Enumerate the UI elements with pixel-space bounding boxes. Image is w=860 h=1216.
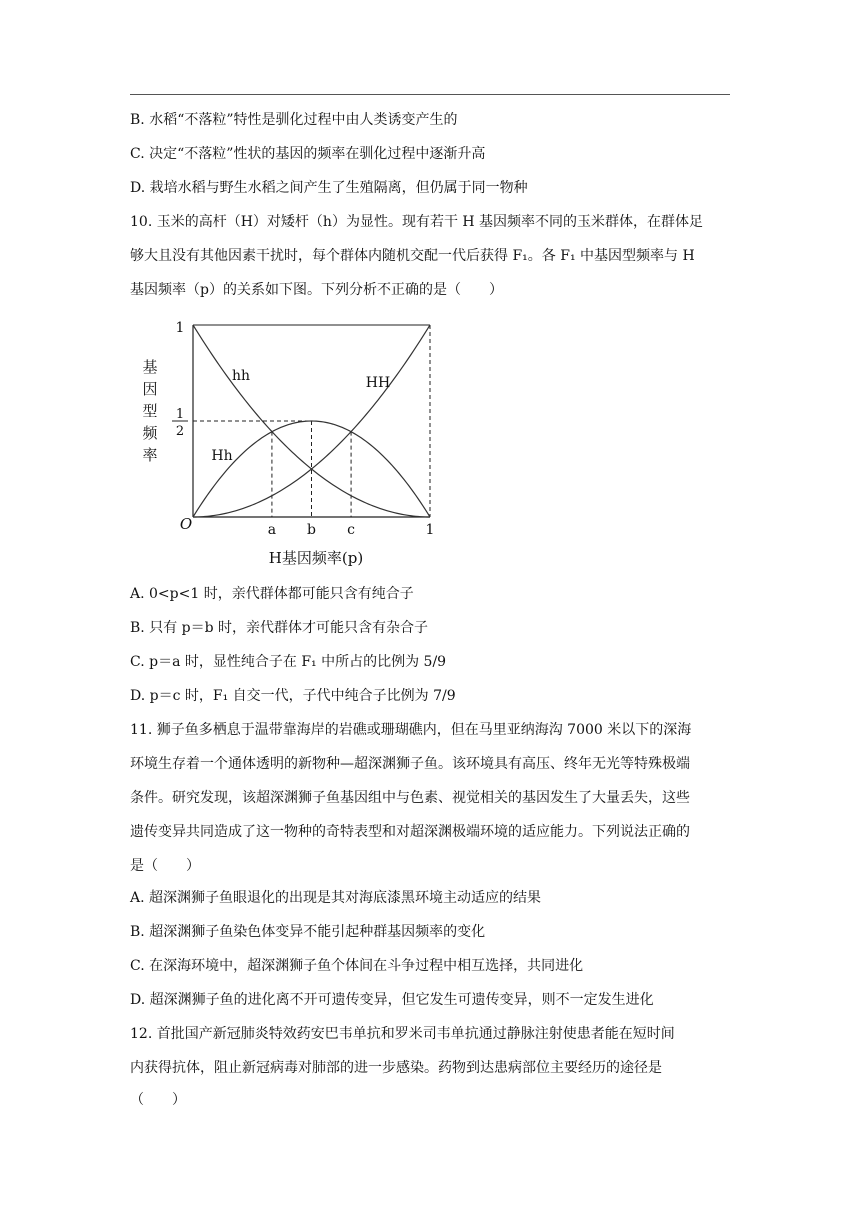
guide-lines bbox=[193, 421, 351, 517]
q11-option-c: C. 在深海环境中，超深渊狮子鱼个体间在斗争过程中相互选择，共同进化 bbox=[130, 958, 584, 974]
y-axis-title-char: 率 bbox=[142, 446, 158, 464]
genotype-frequency-chart bbox=[130, 310, 450, 570]
q11-stem-line-2: 环境生存着一个通体透明的新物种—超深渊狮子鱼。该环境具有高压、终年无光等特殊极端 bbox=[130, 756, 690, 772]
q12-stem-line-3: （ ） bbox=[130, 1092, 186, 1108]
q9-option-c: C. 决定“不落粒”性状的基因的频率在驯化过程中逐渐升高 bbox=[130, 146, 486, 162]
q11-option-b: B. 超深渊狮子鱼染色体变异不能引起种群基因频率的变化 bbox=[130, 924, 486, 940]
y-axis-title-char: 频 bbox=[142, 424, 158, 442]
q9-option-b: B. 水稻“不落粒”特性是驯化过程中由人类诱变产生的 bbox=[130, 112, 458, 128]
x-tick-a: a bbox=[267, 522, 277, 538]
q11-stem-line-3: 条件。研究发现，该超深渊狮子鱼基因组中与色素、视觉相关的基因发生了大量丢失，这些 bbox=[130, 790, 690, 806]
x-tick-origin: O bbox=[179, 515, 193, 533]
series-label-hh: hh bbox=[231, 368, 251, 384]
x-tick-1: 1 bbox=[425, 522, 435, 538]
q10-stem-line-1: 10. 玉米的高杆（H）对矮杆（h）为显性。现有若干 H 基因频率不同的玉米群体，在群体足 bbox=[130, 214, 704, 230]
q11-stem-line-4: 遗传变异共同造成了这一物种的奇特表型和对超深渊极端环境的适应能力。下列说法正确的 bbox=[130, 824, 690, 840]
q10-option-d: D. p＝c 时，F₁ 自交一代，子代中纯合子比例为 7/9 bbox=[130, 688, 456, 704]
y-axis-title-char: 因 bbox=[142, 380, 158, 398]
q10-option-b: B. 只有 p＝b 时，亲代群体才可能只含有杂合子 bbox=[130, 620, 429, 636]
x-tick-b: b bbox=[307, 522, 316, 538]
q12-stem-line-2: 内获得抗体，阻止新冠病毒对肺部的进一步感染。药物到达患病部位主要经历的途径是 bbox=[130, 1060, 662, 1076]
y-tick-half-numerator: 1 bbox=[175, 407, 185, 422]
q10-option-c: C. p＝a 时，显性纯合子在 F₁ 中所占的比例为 5/9 bbox=[130, 654, 447, 670]
y-axis-title-char: 型 bbox=[142, 402, 158, 420]
header-rule bbox=[130, 94, 730, 95]
x-tick-c: c bbox=[347, 522, 356, 538]
series-label-hh: Hh bbox=[211, 448, 233, 464]
q11-stem-line-5: 是（ ） bbox=[130, 858, 200, 874]
q12-stem-line-1: 12. 首批国产新冠肺炎特效药安巴韦单抗和罗米司韦单抗通过静脉注射使患者能在短时间 bbox=[130, 1026, 675, 1042]
x-axis-title: H基因频率(p) bbox=[268, 549, 364, 567]
y-tick-half-denominator: 2 bbox=[175, 424, 185, 439]
q10-stem-line-2: 够大且没有其他因素干扰时，每个群体内随机交配一代后获得 F₁。各 F₁ 中基因型频率与 H bbox=[130, 248, 695, 264]
chart-labels bbox=[142, 320, 434, 567]
q11-option-a: A. 超深渊狮子鱼眼退化的出现是其对海底漆黑环境主动适应的结果 bbox=[130, 890, 542, 906]
q11-option-d: D. 超深渊狮子鱼的进化离不开可遗传变异，但它发生可遗传变异，则不一定发生进化 bbox=[130, 992, 654, 1008]
series-label-hh: HH bbox=[365, 375, 391, 391]
q10-option-a: A. 0<p<1 时，亲代群体都可能只含有纯合子 bbox=[130, 586, 414, 602]
q9-option-d: D. 栽培水稻与野生水稻之间产生了生殖隔离，但仍属于同一物种 bbox=[130, 180, 528, 196]
q10-stem-line-3: 基因频率（p）的关系如下图。下列分析不正确的是（ ） bbox=[130, 282, 503, 298]
y-axis-title-char: 基 bbox=[142, 358, 158, 376]
y-tick-1: 1 bbox=[175, 320, 185, 336]
q11-stem-line-1: 11. 狮子鱼多栖息于温带靠海岸的岩礁或珊瑚礁内，但在马里亚纳海沟 7000 米以下的深海 bbox=[130, 722, 692, 738]
